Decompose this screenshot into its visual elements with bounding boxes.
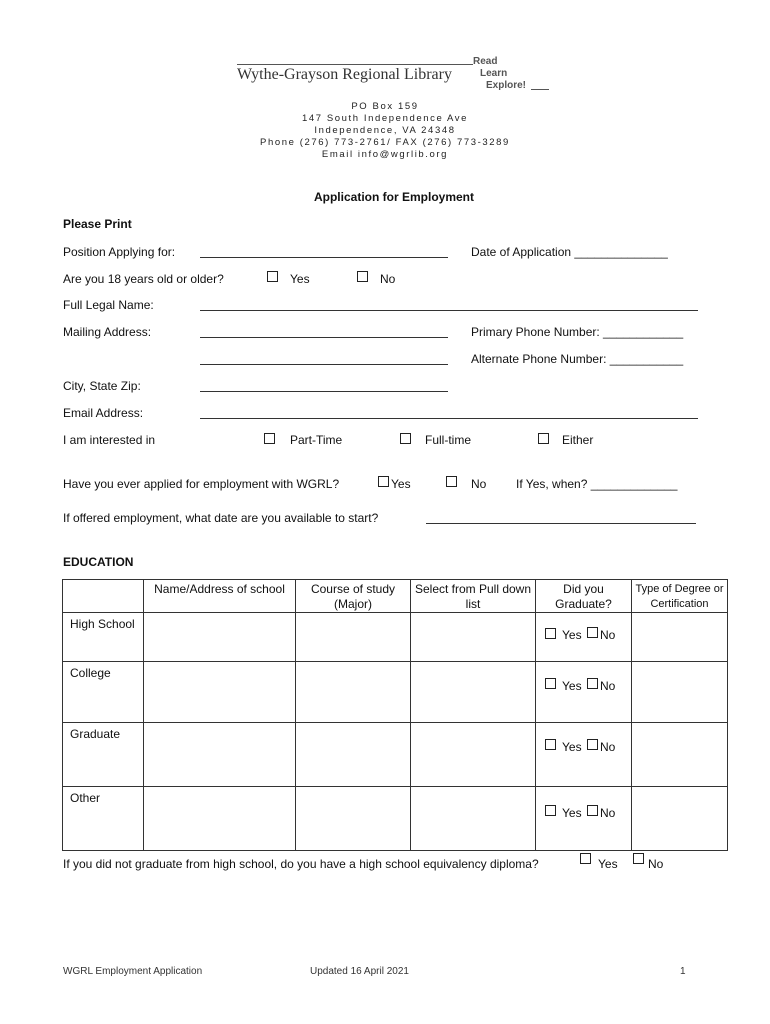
applied-yes-label: Yes: [391, 477, 411, 491]
high-school-name-cell[interactable]: [144, 613, 296, 662]
yes-label: Yes: [562, 806, 582, 820]
other-name-cell[interactable]: [144, 787, 296, 851]
email-label: Email Address:: [63, 406, 144, 420]
no-label: No: [600, 740, 616, 754]
start-date-field[interactable]: [426, 523, 696, 524]
header-rule: [237, 64, 473, 65]
table-row: [63, 723, 728, 787]
equivalency-yes-checkbox[interactable]: [580, 853, 591, 864]
table-row: [63, 613, 728, 662]
form-title: Application for Employment: [313, 190, 474, 204]
other-select-cell[interactable]: [411, 787, 536, 851]
high-school-yes-checkbox[interactable]: [545, 628, 556, 639]
full-time-label: Full-time: [425, 433, 472, 447]
row-label-graduate: Graduate: [70, 727, 121, 741]
footer-title: WGRL Employment Application: [63, 966, 203, 977]
col-select: Select from Pull down list: [411, 580, 536, 613]
col-graduate: Did you Graduate?: [536, 580, 632, 613]
college-graduate-cell: [536, 662, 632, 723]
applied-before-question: Have you ever applied for employment with WGRL?: [63, 477, 340, 491]
footer-updated: Updated 16 April 2021: [310, 966, 409, 977]
college-course-cell[interactable]: [296, 662, 411, 723]
position-field[interactable]: [200, 257, 448, 258]
row-label-other: Other: [70, 791, 101, 805]
footer-page-number: 1: [680, 966, 686, 977]
library-name: Wythe-Grayson Regional Library: [237, 66, 452, 83]
high-school-graduate-cell: [536, 613, 632, 662]
education-table: [62, 579, 728, 851]
equivalency-no-checkbox[interactable]: [633, 853, 644, 864]
row-label-college: College: [70, 666, 111, 680]
graduate-name-cell[interactable]: [144, 723, 296, 787]
equivalency-question: If you did not graduate from high school, do you have a high school equivalency diploma?: [63, 857, 539, 871]
row-label-high-school: High School: [70, 617, 135, 631]
college-yes-checkbox[interactable]: [545, 678, 556, 689]
col-school: Name/Address of school: [144, 580, 296, 613]
tagline-read: Read: [473, 56, 498, 67]
city-state-zip-field[interactable]: [200, 391, 448, 392]
legal-name-label: Full Legal Name:: [63, 298, 154, 312]
table-row: [63, 787, 728, 851]
col-degree: Type of Degree or Certification: [632, 580, 728, 613]
no-label: No: [600, 806, 616, 820]
tagline-learn: Learn: [480, 68, 508, 79]
other-yes-checkbox[interactable]: [545, 805, 556, 816]
graduate-no-checkbox[interactable]: [587, 739, 598, 750]
mailing-address-field-2[interactable]: [200, 364, 448, 365]
age-question: Are you 18 years old or older?: [63, 272, 224, 286]
interest-label: I am interested in: [63, 433, 156, 447]
equivalency-yes-label: Yes: [598, 857, 618, 871]
address-phone: Phone (276) 773-2761/ FAX (276) 773-3289: [260, 137, 510, 148]
college-degree-cell[interactable]: [632, 662, 728, 723]
no-label: No: [600, 679, 616, 693]
college-select-cell[interactable]: [411, 662, 536, 723]
age-yes-checkbox[interactable]: [267, 271, 278, 282]
education-heading: EDUCATION: [63, 555, 134, 569]
email-field[interactable]: [200, 418, 698, 419]
graduate-yes-checkbox[interactable]: [545, 739, 556, 750]
college-name-cell[interactable]: [144, 662, 296, 723]
applied-yes-checkbox[interactable]: [378, 476, 389, 487]
tagline-explore: Explore!: [486, 80, 527, 91]
address-email: Email info@wgrlib.org: [321, 149, 449, 160]
high-school-select-cell[interactable]: [411, 613, 536, 662]
applied-no-label: No: [471, 477, 487, 491]
high-school-course-cell[interactable]: [296, 613, 411, 662]
graduate-select-cell[interactable]: [411, 723, 536, 787]
mailing-address-field-1[interactable]: [200, 337, 448, 338]
full-time-checkbox[interactable]: [400, 433, 411, 444]
applied-when[interactable]: If Yes, when? _____________: [516, 477, 678, 491]
other-no-checkbox[interactable]: [587, 805, 598, 816]
either-label: Either: [562, 433, 594, 447]
mailing-address-label: Mailing Address:: [63, 325, 152, 339]
high-school-degree-cell[interactable]: [632, 613, 728, 662]
applied-no-checkbox[interactable]: [446, 476, 457, 487]
other-degree-cell[interactable]: [632, 787, 728, 851]
other-course-cell[interactable]: [296, 787, 411, 851]
start-date-question: If offered employment, what date are you available to start?: [63, 511, 379, 525]
education-header-row: [63, 580, 728, 613]
primary-phone[interactable]: Primary Phone Number: ____________: [471, 325, 684, 339]
age-no-checkbox[interactable]: [357, 271, 368, 282]
college-no-checkbox[interactable]: [587, 678, 598, 689]
no-label: No: [600, 628, 616, 642]
graduate-degree-cell[interactable]: [632, 723, 728, 787]
legal-name-field[interactable]: [200, 310, 698, 311]
address-po-box: PO Box 159: [351, 101, 419, 112]
graduate-course-cell[interactable]: [296, 723, 411, 787]
yes-label: Yes: [562, 740, 582, 754]
address-street: 147 South Independence Ave: [301, 113, 469, 124]
part-time-checkbox[interactable]: [264, 433, 275, 444]
education-header-blank: [63, 580, 144, 613]
either-checkbox[interactable]: [538, 433, 549, 444]
table-row: [63, 662, 728, 723]
date-of-application[interactable]: Date of Application ______________: [471, 245, 668, 259]
yes-label: Yes: [562, 679, 582, 693]
alternate-phone[interactable]: Alternate Phone Number: ___________: [471, 352, 684, 366]
tagline-rule: [531, 89, 549, 90]
high-school-no-checkbox[interactable]: [587, 627, 598, 638]
city-state-zip-label: City, State Zip:: [63, 379, 141, 393]
equivalency-no-label: No: [648, 857, 664, 871]
other-graduate-cell: [536, 787, 632, 851]
please-print: Please Print: [63, 217, 132, 231]
address-city: Independence, VA 24348: [314, 125, 456, 136]
age-no-label: No: [380, 272, 396, 286]
graduate-graduate-cell: [536, 723, 632, 787]
yes-label: Yes: [562, 628, 582, 642]
part-time-label: Part-Time: [290, 433, 343, 447]
col-course: Course of study (Major): [296, 580, 411, 613]
position-label: Position Applying for:: [63, 245, 176, 259]
age-yes-label: Yes: [290, 272, 310, 286]
